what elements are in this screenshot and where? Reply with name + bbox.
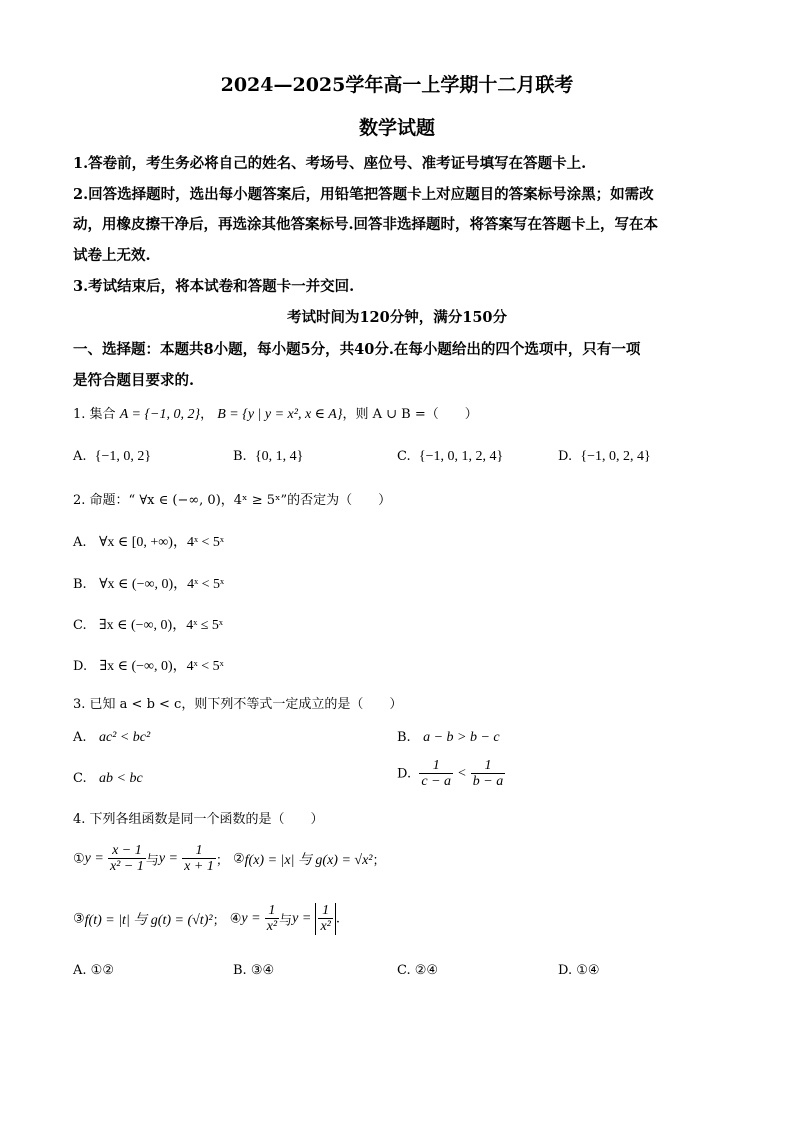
- absolute-value: [315, 903, 335, 935]
- q3-option-b: B. a − b > b − c: [397, 730, 500, 745]
- q3-option-a: A. ac² < bc²: [73, 730, 151, 745]
- instruction-1: 1.答卷前，考生务必将自己的姓名、考场号、座位号、准考证号填写在答题卡上.: [73, 155, 587, 172]
- q2-option-b: B. ∀x ∈ (−∞, 0)，4ˣ < 5ˣ: [73, 577, 225, 592]
- question-2: 2. 命题：“ ∀x ∈ (−∞, 0)，4ˣ ≥ 5ˣ”的否定为（ ）: [73, 493, 392, 508]
- q4-pairs-line2: ③f(t) = |t| 与 g(t) = (√t)²； ④y = $\frac{1}{\text{x²}}$ 与y = $\frac{1}{\text{x²}}$ .: [73, 903, 340, 935]
- q1-option-a: A. {−1, 0, 2}: [73, 449, 152, 464]
- question-suffix: ，则 A ∪ B =（ ）: [342, 407, 478, 422]
- fraction: $\frac{1}{b - a}$: [472, 758, 504, 790]
- q4-option-c: C. ②④: [397, 963, 439, 978]
- q4-option-b: B. ③④: [233, 963, 275, 978]
- q3-option-c: C. ab < bc: [73, 771, 143, 786]
- instruction-3: 3.考试结束后，将本试卷和答题卡一并交回.: [73, 278, 355, 295]
- fraction: $\frac{1}{x + 1}$: [184, 843, 214, 875]
- fraction: $\frac{1}{c - a}$: [421, 758, 452, 790]
- instruction-2: 2.回答选择题时，选出每小题答案后，用铅笔把答题卡上对应题目的答案标号涂黑；如需改: [73, 186, 654, 203]
- question-number: 1.: [73, 407, 86, 422]
- q2-option-d: D. ∃x ∈ (−∞, 0)，4ˣ < 5ˣ: [73, 659, 224, 674]
- fraction: $\frac{1}{\text{x²}}$: [266, 903, 278, 935]
- page-subtitle: 数学试题: [358, 117, 435, 139]
- section-heading-cont: 是符合题目要求的.: [73, 372, 195, 389]
- set-b: B = {y | y = x², x ∈ A}: [217, 407, 343, 422]
- exam-time: 考试时间为120分钟，满分150分: [286, 309, 508, 326]
- q1-option-c: C. {−1, 0, 1, 2, 4}: [397, 449, 504, 464]
- q4-option-d: D. ①④: [558, 963, 600, 978]
- page-title: 2024—2025学年高一上学期十二月联考: [220, 74, 574, 96]
- q1-option-d: D. {−1, 0, 2, 4}: [558, 449, 651, 464]
- instruction-2-end: 试卷上无效.: [73, 247, 151, 264]
- fraction: $\frac{1}{\text{x²}}$: [320, 903, 331, 935]
- q1-option-b: B. {0, 1, 4}: [233, 449, 304, 464]
- instruction-2-cont: 动，用橡皮擦干净后，再选涂其他答案标号.回答非选择题时，将答案写在答题卡上，写在本: [73, 216, 659, 233]
- q2-option-a: A. ∀x ∈ [0, +∞)，4ˣ < 5ˣ: [73, 535, 224, 550]
- question-prefix: 集合: [89, 407, 116, 422]
- q4-option-a: A. ①②: [73, 963, 114, 978]
- fraction: $\frac{x - 1}{\text{x² − 1}}$: [109, 843, 144, 875]
- section-heading: 一、选择题：本题共8小题，每小题5分，共40分.在每小题给出的四个选项中，只有一项: [73, 341, 641, 358]
- q4-pairs-line1: ①y = $\frac{x - 1}{\text{x² − 1}}$ 与y = $\frac{1}{x + 1}$ ； ②f(x) = |x| 与 g(x) = √x²；: [73, 843, 386, 875]
- set-a: A = {−1, 0, 2}: [119, 407, 201, 422]
- q2-option-c: C. ∃x ∈ (−∞, 0)，4ˣ ≤ 5ˣ: [73, 618, 223, 633]
- question-1: 1. 集合 A = {−1, 0, 2}， B = {y | y = x², x ∈ A}，则 A ∪ B =（ ）: [73, 407, 478, 422]
- question-3: 3. 已知 a < b < c，则下列不等式一定成立的是（ ）: [73, 697, 403, 712]
- question-4: 4. 下列各组函数是同一个函数的是（ ）: [73, 812, 324, 827]
- q3-option-d: D. $\frac{1}{c - a}$ < $\frac{1}{b - a}$: [397, 758, 504, 790]
